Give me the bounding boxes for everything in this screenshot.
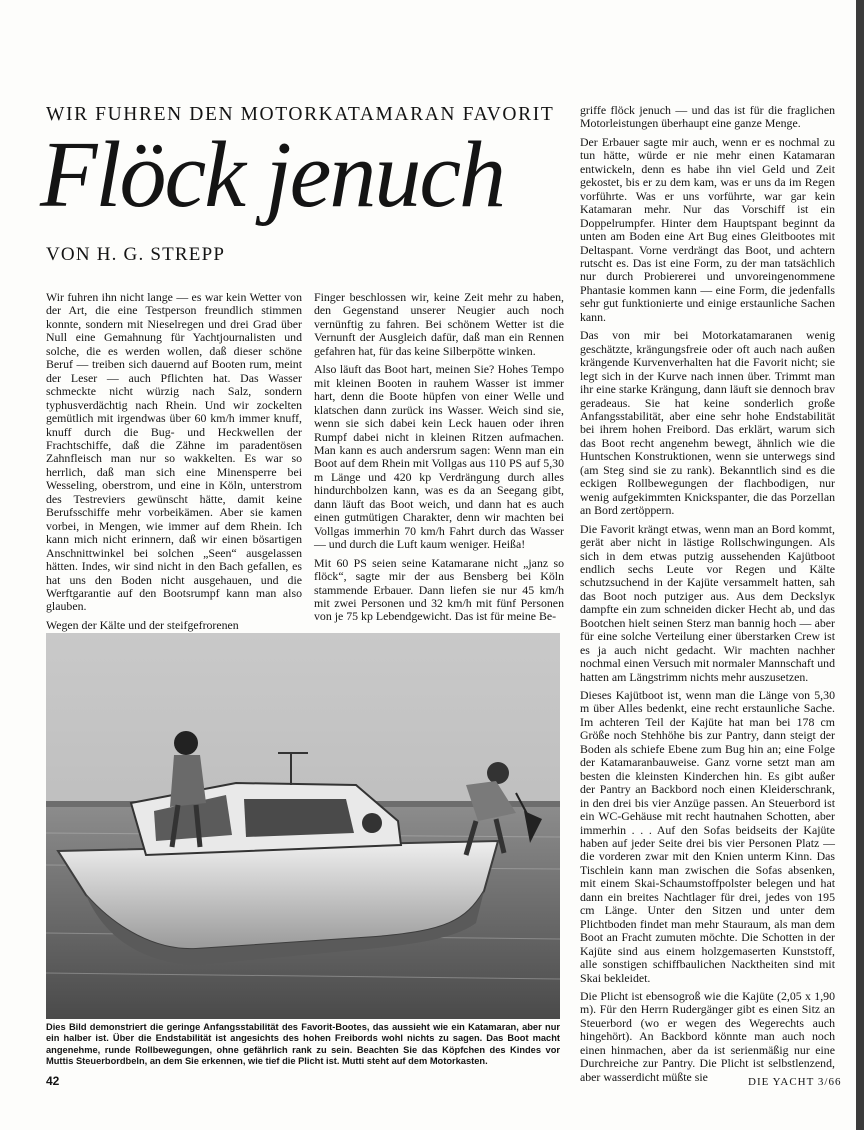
paragraph: Also läuft das Boot hart, meinen Sie? Hohes Tempo mit kleinen Booten in rauhem Wasser ist immer hart, denn die Boote hüpfen von einer Welle und klatschen dann zurück ins Wasser. Weich sind sie, wenn sie sich dabei kein Leck hauen oder ihren Rumpf dabei nicht in kleinen Ritzen aufmachen. Man kann es auch andersrum sagen: Wenn man ein Boot auf dem Rhein mit Vollgas aus 110 PS auf 5,30 m Länge und 420 kp Verdrängung durch alles hindurchbolzen kann, was es da an Seegang gibt, dann läuft das Boot weich, und dann hat es auch einen gutmütigen Charakter, denn wir machten bei Vollgas immerhin 70 km/h Fahrt durch das Wasser — und durch die Luft kaum weniger. Heißa! xyxy=(314,362,564,552)
paragraph: Wir fuhren ihn nicht lange — es war kein Wetter von der Art, die eine Testperson freundlich stimmen konnte, sondern mit Nieselregen und drei Grad über Null eine Gemahnung für Yachtjournalisten und solche, die es werden wollen, daß dieser schöne Beruf — treiben sich dauernd auf Booten rum, meint der Leser — auch Pflichten hat. Das Wasser schmeckte nicht würzig nach Salz, sondern typhusverdächtig nach Rhein. Und wir zockelten gemütlich mit irgendwas über 60 km/h immer knuff, knuff durch die Bug- und Heckwellen der Frachtschiffe, daß die Zähne im paradentösen Zahnfleisch man nur so wakkelten. Es war so herrlich, daß man sich eine Minensperre bei Wesseling, oberstrom, und eine in Köln, unterstrom des Testreviers gewünscht hätte, damit keine Berufsschiffe mehr vorbeikämen. Aber sie kamen vorbei, in Mengen, wie immer auf dem Rhein. Ich kann mich nicht erinnern, daß wir einen bösartigen Anschnittwinkel bei solchen „Seen“ ausgelassen hätten. Indes, wir sind nicht in den Bach gefallen, es hat uns den Boden nicht ausgehauen, und die Werftgarantie auf den Bootsrumpf kann man also glauben. xyxy=(46,290,302,614)
paragraph: Die Plicht ist ebensogroß wie die Kajüte (2,05 x 1,90 m). Für den Herrn Rudergänger gibt es einen Sitz an Steuerbord (wo er wegen des Wegerechts auch hingehört). An Backbord könnte man auch noch einen hinmachen, aber da ist serienmäßig nur eine Durchreiche zur Pantry. Die Plicht ist selbstlenzend, aber wasserdicht müßte sie xyxy=(580,989,835,1084)
paragraph: Dieses Kajütboot ist, wenn man die Länge von 5,30 m über Alles bedenkt, eine recht erstaunliche Sache. Im achteren Teil der Kajüte hat man bei 178 cm Größe noch Stehhöhe bis zur Pantry, dann steigt der Boden als schiefe Ebene zum Bug hin an; eine Folge der Katamaranbauweise. Ganz vorne setzt man am besten die kleinsten Kinderchen hin. Es gibt außer der Pantry an Backbord noch einen Kleiderschrank, in den drei bis vier Anzüge passen. An Steuerbord ist ein WC-Gehäuse mit recht hautnahen Schotten, aber immerhin . . . Auf den Sofas beidseits der Kajüte haben auf jeder Seite drei bis vier Personen Platz — die vorderen zwar mit den Knien unterm Kinn. Das Tischlein kann man zwischen die Sofas absenken, mit einem Skai-Schaumstoffpolster belegen und hat dann ein breites Nachtlager für drei, jedes von 195 cm Länge. Unter den Sitzen und unter dem Plichtboden findet man mehr Stauraum, als man dem Boot an Fracht zumuten möchte. Die Schotten in der Kajüte sind aus einem holzgemaserten Kunststoff, alle sonstigen schiffbaulichen Nacktheiten sind mit Skai bekleidet. xyxy=(580,688,835,985)
page-edge-shadow xyxy=(856,0,864,1130)
article-title: Flöck jenuch xyxy=(40,123,505,227)
text-column-3 xyxy=(580,104,835,1089)
paragraph: Finger beschlossen wir, keine Zeit mehr zu haben, den Gegenstand unserer Neugier auch noch vernünftig zu fahren. Bei schönem Wetter ist die Vernunft der Ausgleich dafür, daß man ein Rennen gefahren hat, für das keine Silberpötte winken. xyxy=(314,290,564,358)
text-column-1 xyxy=(46,291,302,637)
paragraph: Mit 60 PS seien seine Katamarane nicht „janz so flöck“, sagte mir der aus Bensberg bei Köln stammende Erbauer. Dann liefen sie nur 45 km/h mit zwei Personen und 32 km/h mit fünf Personen von je 75 kp Lebendgewicht. Das ist für meine Be- xyxy=(314,555,564,624)
paragraph: Der Erbauer sagte mir auch, wenn er es nochmal zu tun hätte, würde er nie mehr einen Katamaran entwickeln, denn es habe ihn viel Geld und Zeit gekostet, bis er zu dem kam, was er uns da im Regen vorführte. Was er uns vorführte, war gar kein Katamaran mehr. Nur das Vorschiff ist ein Doppelrumpfer. Hinter dem Hauptspant beginnt da unten am Boden eine Art Bug eines Gleitbootes mit Deltaspant. Vorne verdrängt das Boot, und achtern rutscht es. Das ist eine Form, zu der man tatsächlich nur durch Probiererei und unvoreingenommene Phantasie kommen kann — eine Form, die jedenfalls sehr gut funktionierte und einige erstaunliche Sachen kann. xyxy=(580,134,835,324)
paragraph: Wegen der Kälte und der steifgefrorenen xyxy=(46,617,239,632)
article-byline: VON H. G. STREPP xyxy=(46,244,226,265)
paragraph: Die Favorit krängt etwas, wenn man an Bord kommt, gerät aber nicht in lästige Rollschwingungen. Als sich in dem etwas putzig aussehenden Kajütboot endlich sechs Leute vor Regen und Kälte schutzsuchend in der Kajüte versammelt hatten, sah das Boot noch putziger aus. Aus dem Deckslук dampfte ein zum schneiden dicker Hecht ab, und das Bootchen hielt seinen Sterz man bannig hoch — aber für eine solche Verteilung einer überstarken Crew ist es ja auch nicht gedacht. Wir machten nachher nochmal einen Versuch mit normaler Mannschaft und hatten am Längstrimm nichts mehr auszusetzen. xyxy=(580,521,835,684)
text-column-2 xyxy=(314,291,564,629)
page-number: 42 xyxy=(46,1074,60,1088)
article-kicker: WIR FUHREN DEN MOTORKATAMARAN FAVORIT xyxy=(46,104,555,125)
paragraph: griffe flöck jenuch — und das ist für die fraglichen Motorleistungen überhaupt eine ganze Menge. xyxy=(580,103,835,131)
photo-caption: Dies Bild demonstriert die geringe Anfangsstabilität des Favorit-Bootes, das aussieht wie ein Katamaran, aber nur ein halber ist. Über die Endstabilität ist angesichts des hohen Freibords wohl nichts zu sagen. Das Boot macht angenehme, runde Rollbewegungen, ohne gefährlich rank zu sein. Beachten Sie das Köpfchen des Kindes vor Muttis Steuerbordbeln, an dem Sie erkennen, wie tief die Plicht ist. Mutti steht auf dem Motorkasten. xyxy=(46,1022,560,1066)
paragraph: Das von mir bei Motorkatamaranen wenig geschätzte, krängungsfreie oder oft auch nach außen krängende Kurvenverhalten hat die Favorit nicht; sie legt sich in der Kurve nach innen über. Trimmt man ihr eine starke Krängung, dann läuft sie dennoch brav geradeaus. Sie hat keine sonderlich große Anfangsstabilität, aber eine sehr hohe Endstabilität bei ihrem hohen Freibord. Das erklärt, warum sich das Boot recht angenehm bewegt, ähnlich wie die Huntschen Konstruktionen, wenn sie unterwegs sind (am Steg sind sie zu rank). Bekanntlich sind es die eckigen Rollbewegungen der flachbodigen, nur wenig aufgekimmten Knickspanter, die das Porzellan an Bord zertöppern. xyxy=(580,328,835,518)
publication-source: DIE YACHT 3/66 xyxy=(748,1076,842,1088)
boat-photo xyxy=(46,633,560,1019)
